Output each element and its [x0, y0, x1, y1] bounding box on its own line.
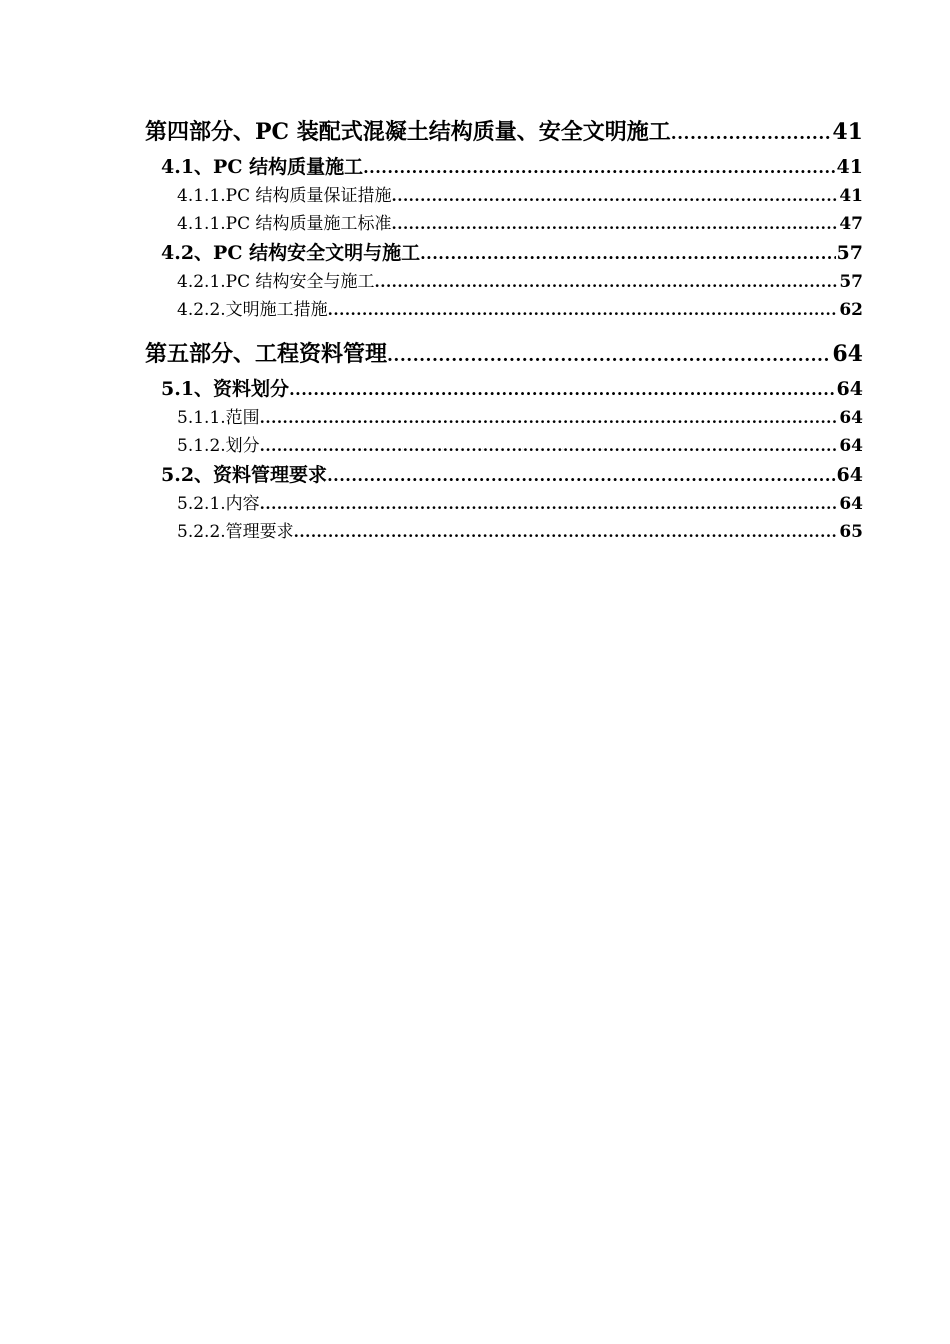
toc-entry-label: 5.2、资料管理要求: [161, 464, 328, 486]
toc-entry-4-2-2[interactable]: [145, 296, 863, 324]
toc-page-number: 57: [836, 242, 863, 264]
toc-page-number: 64: [839, 408, 863, 428]
toc-page-number: 64: [836, 464, 863, 486]
toc-page-number: 41: [836, 156, 863, 178]
toc-page-number: 64: [836, 378, 863, 400]
toc-dot-leader: [289, 374, 835, 404]
toc-entry-part-5[interactable]: [145, 336, 863, 372]
toc-dot-leader: [363, 152, 835, 182]
toc-entry-label: 第四部分、PC 装配式混凝土结构质量、安全文明施工: [145, 119, 671, 145]
toc-entry-5-1[interactable]: [145, 374, 863, 404]
toc-dot-leader: [294, 518, 839, 546]
toc-dot-leader: [392, 182, 839, 210]
toc-page-number: 62: [839, 300, 863, 320]
toc-entry-label: 5.2.1.内容: [177, 494, 260, 514]
toc-dot-leader: [260, 490, 839, 518]
toc-entry-5-2-1[interactable]: [145, 490, 863, 518]
table-of-contents: [145, 114, 863, 546]
toc-dot-leader: [328, 296, 839, 324]
toc-entry-label: 5.2.2.管理要求: [177, 522, 294, 542]
toc-page-number: 57: [839, 272, 863, 292]
toc-dot-leader: [327, 460, 835, 490]
toc-entry-label: 第五部分、工程资料管理: [145, 341, 388, 367]
toc-entry-label: 4.1.1.PC 结构质量施工标准: [177, 214, 392, 234]
toc-entry-4-1-1-b[interactable]: [145, 210, 863, 238]
toc-dot-leader: [260, 404, 839, 432]
toc-entry-label: 4.2.2.文明施工措施: [177, 300, 328, 320]
toc-dot-leader: [387, 336, 831, 372]
toc-entry-5-2-2[interactable]: [145, 518, 863, 546]
toc-dot-leader: [375, 268, 839, 296]
toc-page-number: 64: [839, 494, 863, 514]
toc-entry-4-2[interactable]: [145, 238, 863, 268]
toc-dot-leader: [420, 238, 835, 268]
toc-entry-label: 4.2、PC 结构安全文明与施工: [161, 242, 421, 264]
toc-dot-leader: [671, 114, 832, 150]
toc-entry-5-2[interactable]: [145, 460, 863, 490]
toc-entry-4-2-1[interactable]: [145, 268, 863, 296]
toc-entry-label: 5.1.2.划分: [177, 436, 260, 456]
toc-page-number: 41: [832, 119, 863, 145]
toc-entry-label: 5.1、资料划分: [161, 378, 290, 400]
toc-entry-label: 4.1.1.PC 结构质量保证措施: [177, 186, 392, 206]
toc-dot-leader: [392, 210, 839, 238]
toc-entry-5-1-2[interactable]: [145, 432, 863, 460]
toc-entry-label: 4.1、PC 结构质量施工: [161, 156, 364, 178]
toc-entry-5-1-1[interactable]: [145, 404, 863, 432]
toc-entry-4-1-1-a[interactable]: [145, 182, 863, 210]
toc-entry-part-4[interactable]: [145, 114, 863, 150]
toc-entry-4-1[interactable]: [145, 152, 863, 182]
toc-entry-label: 4.2.1.PC 结构安全与施工: [177, 272, 375, 292]
toc-entry-label: 5.1.1.范围: [177, 408, 260, 428]
toc-page-number: 41: [839, 186, 863, 206]
toc-page-number: 64: [839, 436, 863, 456]
toc-page-number: 65: [839, 522, 863, 542]
toc-page-number: 64: [832, 341, 863, 367]
toc-page-number: 47: [839, 214, 863, 234]
toc-dot-leader: [260, 432, 839, 460]
